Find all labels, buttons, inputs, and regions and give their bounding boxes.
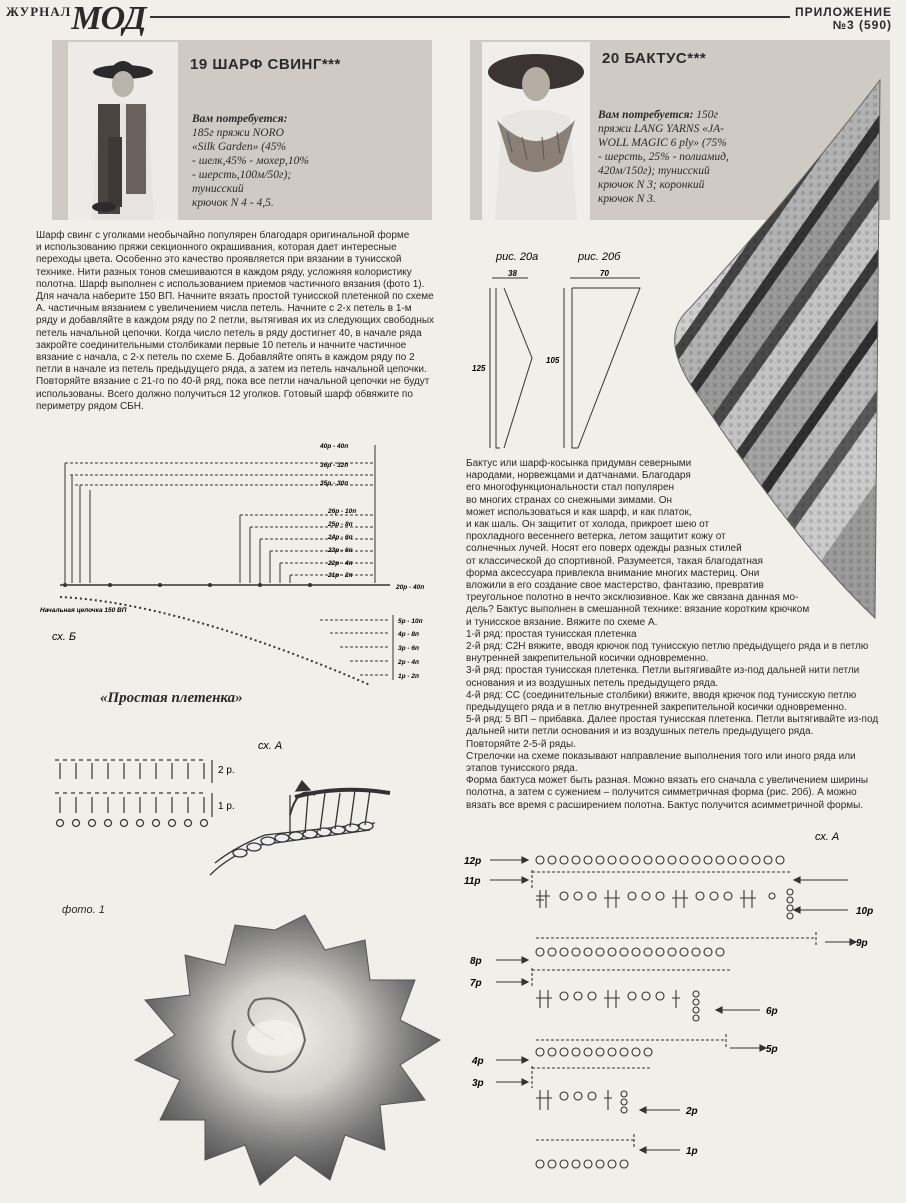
scheme-a-row-2: 2 р. [218,765,235,776]
article20-body-line: полотна, а затем с сужением – получится симметричная форма (рис. 20б). А можно [466,787,857,799]
article20-needs-line: пряжи LANG YARNS «JA- [598,123,724,135]
article20-body-line: прохладного весеннего ветерка, летом защитит кожу от [466,531,726,543]
scheme-a-row-1: 1 р. [218,801,235,812]
article20-body-line: 4-й ряд: СС (соединительные столбики) вяжите, вводя крючок под тунисскую петлю [466,689,857,701]
article20-body-line: треугольное полотно в нечто эксклюзивное. Как же связана данная мо- [466,592,799,604]
row-label-7: 7р [470,978,482,989]
article19-body-line: Повторяйте вязание с 21-го по 40-й ряд, пока все петли начальной цепочки не будут [36,376,430,388]
row-label-6: 6р [766,1006,778,1017]
fig-20b-label: рис. 20б [578,251,621,263]
scheme-b-row-label: 21р - 2п [328,572,353,579]
article20-body-line: может использоваться и как шарф, и как платок, [466,506,692,518]
magazine-prefix: ЖУРНАЛ [6,4,72,19]
article20-needs-line: крючок N 3; коронкий [598,179,705,191]
row-label-11: 11р [464,876,481,887]
dim-105: 105 [546,356,560,365]
row-label-1: 1р [686,1146,698,1157]
article19-needs-line: тунисский [192,183,244,195]
article20-title: 20 БАКТУС*** [602,50,707,67]
article19-body-line: петель начальной цепочки. Когда число петель в ряду достигнет 40, в начале ряда [36,327,422,339]
row-label-10: 10р [856,906,874,917]
row-label-12: 12р [464,856,482,867]
scheme-a-label: сх. А [258,740,283,752]
article19-body-line: Для начала наберите 150 ВП. Начните вязать простой тунисской плетенкой по схеме [36,291,434,303]
scheme-b-row-20: 20р - 40п [396,584,425,591]
scheme-b-row-label: 25р - 8п [328,521,353,528]
scheme-b-row-label: 22р - 4п [328,560,353,567]
article19-body-line: Шарф свинг с уголками необычайно популярен благодаря оригинальной форме [36,230,410,241]
article19-needs-line: 185г пряжи NORO [192,127,284,139]
header-rule [150,16,790,18]
article19-body-line: периметру рядом СБН. [36,400,144,412]
article19-body-line: использованы. Всего должно получиться 12 уголков. Готовый шарф обвяжите по [36,388,413,400]
article19-needs-line: - шерсть,100м/50г); [192,169,292,181]
article20-body-line: вложили в его создание свое мастерство, фантазию, превратив [466,580,764,592]
article20-needs-line: - шерсть, 25% - полиамид, [598,151,729,163]
article19-needs-line: - шелк,45% - мохер,10% [192,155,309,167]
dim-38: 38 [508,269,517,278]
article20-body-line: солнечных лучей. Носят его поверх одежды разных стилей [466,543,742,555]
scheme-b-row-label: 1р - 2п [398,673,419,680]
scheme-b-chain-label: Начальная цепочка 150 ВП [40,607,127,614]
row-label-9: 9р [856,938,868,949]
scheme-b-row-label: 24р - 6п [328,534,353,541]
article20-body-line: народами, норвежцами и датчанами. Благодаря [466,470,691,482]
article20-body-line: и как шаль. Он защитит от холода, прикроет шею от [466,519,710,531]
scheme-b-row-label: 26р - 10п [328,508,357,515]
article20-body-line: от классической до спортивной. Разумеется, такая благодатная [466,555,763,567]
row-label-4: 4р [472,1056,484,1067]
article20-body-line: Форма бактуса может быть разная. Можно вязать его сначала с увеличением ширины [466,775,869,787]
article19-needs-line: крючок N 4 - 4,5. [192,197,274,209]
supplement-label: ПРИЛОЖЕНИЕ [795,5,892,19]
article20-body-line: 2-й ряд: С2Н вяжите, вводя крючок под тунисскую петлю предыдущего ряда и в петлю [466,641,869,653]
article20-needs-line: 420м/150г); тунисский [598,165,710,177]
scheme-b-label: сх. Б [52,631,77,643]
article20-body-line: Повторяйте 2-5-й ряды. [466,738,576,750]
article20-body-line: вязать все время с расширением полотна. Бактус получится асимметричной формы. [466,799,864,811]
article20-needs-line: WOLL MAGIC 6 ply» (75% [598,137,727,149]
article19-body-line: А. частичным вязанием с увеличением числа петель. Начните с 2-х петель в 1-м [36,303,412,315]
simple-weave-heading: «Простая плетенка» [100,690,243,706]
article19-needs-line: «Silk Garden» (45% [192,141,287,153]
article20-body-line: дальней нити петли основания и из воздушных петель предыдущего ряда. [466,726,814,738]
scheme-a-diagram-20 [460,828,890,1198]
scheme-b-row-label: 2р - 4п [398,659,419,666]
article20-needs-line: 150г [696,109,719,121]
model-photo-19 [68,42,178,220]
model-photo-20 [482,42,590,220]
magazine-logo [6,0,146,37]
scheme-b-diagram [30,435,450,695]
photo1-label: фото. 1 [62,904,105,916]
article19-body-line: переходы цвета. Особенно это качество проявляется при вязании в тунисской [36,254,402,266]
article20-body-line: внутренней закрепительной косички одновременно. [466,653,709,665]
dim-125: 125 [472,364,486,373]
article20-needs-line: крючок N 3. [598,193,656,205]
dim-70: 70 [600,269,609,278]
article20-needs-label: Вам потребуется: [598,109,694,121]
article20-body-line: во многих странах со снежными зимами. Он [466,494,673,506]
article20-body-line: основания и из воздушных петель предыдущего ряда. [466,677,719,689]
article20-body-line: предыдущего ряда и в петлю внутренней закрепительной косички одновременно. [466,702,847,714]
row-label-3: 3р [472,1078,484,1089]
article19-body-line: и использованию пряжи секционного окрашивания, которая дает интересные [36,242,397,254]
article19-body-line: вязание с начала, с 2-х петель по схеме Б. Добавляйте опять в каждом ряду по 2 [36,352,415,364]
article19-body-line: технике. Нити разных тонов смешиваются в каждом ряду, усложняя колористику [36,266,412,278]
article19-needs-label: Вам потребуется: [192,113,288,125]
swing-scarf-photo [95,910,455,1190]
article19-title: 19 ШАРФ СВИНГ*** [190,56,341,73]
scheme-b-row-label: 35р - 30п [320,480,349,487]
pattern-figures [470,248,670,458]
article20-body-line: Бактус или шарф-косынка придуман северными [466,458,692,469]
scheme-b-row-label: 40р - 40п [320,443,349,450]
row-label-2: 2р [686,1106,698,1117]
row-label-8: 8р [470,956,482,967]
article19-body-line: полотна. Шарф выполнен с использованием приемов частичного вязания (фото 1). [36,278,425,290]
row-label-5: 5р [766,1044,778,1055]
article20-body [466,458,896,812]
article19-body-line: петли в начале из петель предыдущего ряда, а затем из петель начальной цепочки. [36,364,427,376]
scheme-b-row-label: 5р - 10п [398,618,423,625]
scheme-b-row-label: 3р - 6п [398,645,419,652]
scheme-a-diagram-19 [40,735,440,885]
magazine-logo-text: МОД [71,0,146,37]
issue-number: №3 (590) [832,18,892,32]
fig-20a-label: рис. 20а [496,251,539,263]
article20-body-line: дель? Бактус выполнен в смешанной технике: вязание коротким крючком [466,604,810,616]
article20-body-line: и тунисское вязание. Вяжите по схеме А. [466,616,658,628]
article20-body-line: 1-й ряд: простая тунисская плетенка [466,628,637,640]
article19-body [36,230,436,413]
article20-body-line: этапов тунисского ряда. [466,763,578,775]
article19-body-line: ряду и добавляйте в каждом ряду по 2 петли, вытягивая их из следующих свободных [36,315,435,327]
article19-materials [192,112,342,210]
scheme-20-label: сх. А [815,831,840,843]
scheme-b-row-label: 36р - 32п [320,462,349,469]
scheme-b-row-label: 23р - 6п [328,547,353,554]
article20-body-line: Стрелочки на схеме показывают направление выполнения того или иного ряда или [466,750,856,762]
article20-body-line: 5-й ряд: 5 ВП – прибавка. Далее простая тунисская плетенка. Петли вытягивайте из-под [466,714,879,726]
article19-body-line: закройте соединительными столбиками первые 10 петель и начните частичное [36,339,407,351]
scheme-b-row-label: 4р - 8п [398,631,419,638]
article20-body-line: форма аксессуара привлекла внимание многих мастериц. Они [466,567,760,579]
article20-body-line: 3-й ряд: простая тунисская плетенка. Петли вытягивайте из-под дальней нити петли [466,665,860,677]
issue-info [795,6,892,32]
article20-body-line: его многофункциональности стал популярен [466,482,675,494]
